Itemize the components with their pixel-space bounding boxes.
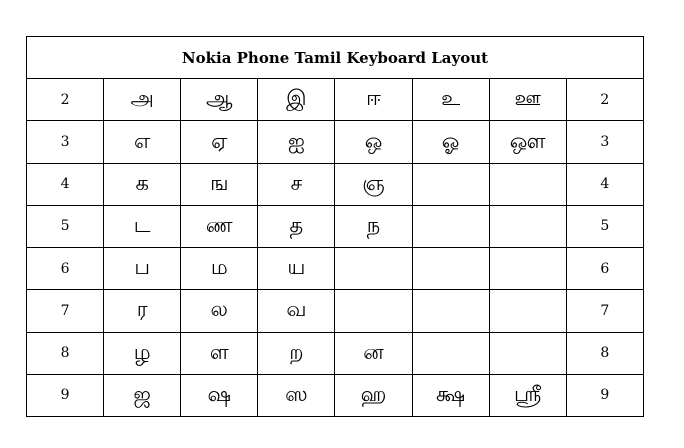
key-number-right: 6 [566,248,643,290]
tamil-char-cell: ச [258,163,335,205]
tamil-char-cell: அ [104,79,181,121]
tamil-char-cell: வ [258,290,335,332]
tamil-char-cell: க்ஷ [412,374,489,416]
tamil-char-cell [489,205,566,247]
tamil-char-cell: எ [104,121,181,163]
tamil-char-cell: இ [258,79,335,121]
tamil-char-cell [489,332,566,374]
key-number-right: 8 [566,332,643,374]
tamil-char-cell: ந [335,205,412,247]
tamil-char-cell: ஞ [335,163,412,205]
key-number-left: 7 [27,290,104,332]
key-row-8 [27,332,644,374]
tamil-char-cell: ய [258,248,335,290]
key-row-2 [27,79,644,121]
key-number-right: 2 [566,79,643,121]
table-title: Nokia Phone Tamil Keyboard Layout [27,37,644,79]
tamil-char-cell: ஔ [489,121,566,163]
tamil-char-cell [412,290,489,332]
tamil-char-cell: உ [412,79,489,121]
tamil-char-cell: க [104,163,181,205]
tamil-char-cell [335,248,412,290]
tamil-char-cell: ன [335,332,412,374]
tamil-char-cell: ண [181,205,258,247]
title-row [27,37,644,79]
key-row-6 [27,248,644,290]
key-number-left: 3 [27,121,104,163]
key-number-left: 5 [27,205,104,247]
key-number-left: 6 [27,248,104,290]
tamil-char-cell: ர [104,290,181,332]
tamil-char-cell: ஐ [258,121,335,163]
tamil-char-cell: ப [104,248,181,290]
tamil-char-cell: ஊ [489,79,566,121]
key-number-right: 3 [566,121,643,163]
tamil-char-cell: ற [258,332,335,374]
key-number-left: 8 [27,332,104,374]
key-number-right: 7 [566,290,643,332]
tamil-char-cell: ஓ [412,121,489,163]
tamil-char-cell: ஸ [258,374,335,416]
key-number-left: 4 [27,163,104,205]
tamil-char-cell: ஈ [335,79,412,121]
tamil-char-cell: ஹ [335,374,412,416]
tamil-char-cell: ஏ [181,121,258,163]
key-number-right: 9 [566,374,643,416]
key-row-7 [27,290,644,332]
tamil-char-cell: ல [181,290,258,332]
tamil-char-cell [412,205,489,247]
keyboard-layout-table [26,36,644,417]
tamil-char-cell: ம [181,248,258,290]
key-row-5 [27,205,644,247]
key-row-3 [27,121,644,163]
tamil-char-cell: ஷ [181,374,258,416]
key-row-9 [27,374,644,416]
key-number-right: 5 [566,205,643,247]
tamil-char-cell [489,248,566,290]
tamil-char-cell [412,248,489,290]
tamil-char-cell [412,163,489,205]
tamil-char-cell [335,290,412,332]
key-number-right: 4 [566,163,643,205]
tamil-char-cell: ஜ [104,374,181,416]
tamil-char-cell: ள [181,332,258,374]
tamil-char-cell: ஸ்ரீ [489,374,566,416]
tamil-char-cell [489,290,566,332]
tamil-char-cell: ங [181,163,258,205]
tamil-char-cell: த [258,205,335,247]
key-number-left: 9 [27,374,104,416]
tamil-char-cell: ட [104,205,181,247]
tamil-char-cell [489,163,566,205]
tamil-char-cell: ழ [104,332,181,374]
tamil-char-cell: ஒ [335,121,412,163]
key-number-left: 2 [27,79,104,121]
tamil-char-cell: ஆ [181,79,258,121]
key-row-4 [27,163,644,205]
tamil-char-cell [412,332,489,374]
